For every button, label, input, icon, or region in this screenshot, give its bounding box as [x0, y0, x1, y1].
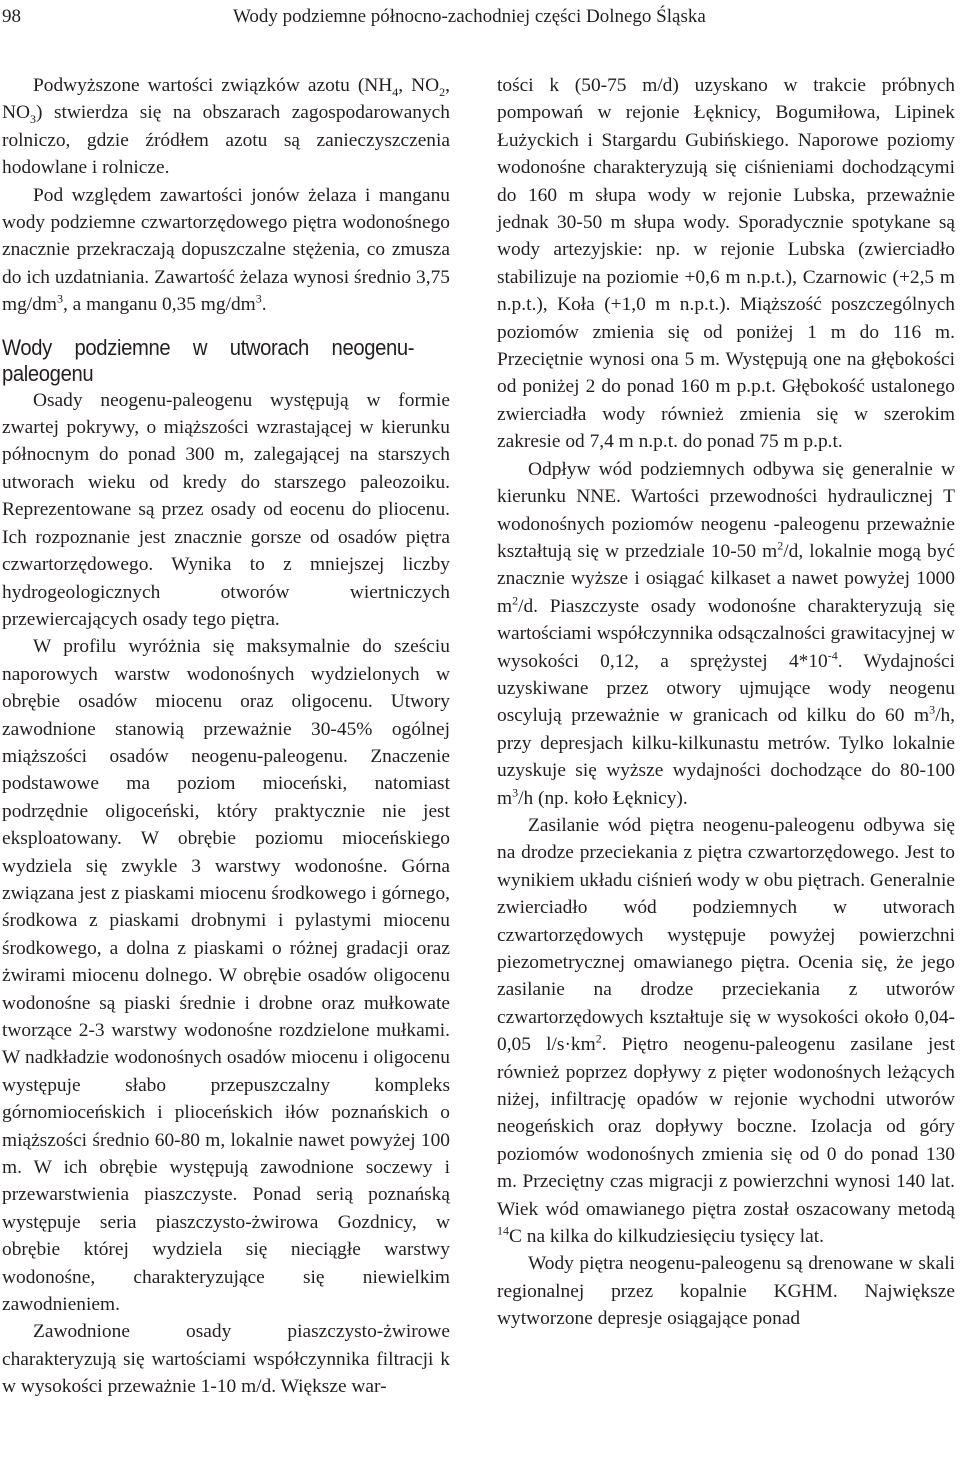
running-title: Wody podziemne północno-zachodniej części Dolnego Śląska	[233, 6, 706, 27]
paragraph-continued: tości k (50-75 m/d) uzyskano w trakcie próbnych pompowań w rejonie Łęknicy, Bogumiłowa, Lipinek Łużyckich i Stargardu Gubińskiego. Naporowe poziomy wodonośne charakteryzują się ciśnieniami dochodzącymi do 160 m słupa wody w rejonie Lubska, przeważnie jednak 30-50 m słupa wody. Sporadycznie spotykane są wody artezyjskie: np. w rejonie Lubska (zwierciadło stabilizuje na poziomie +0,6 m n.p.t.), Czarnowic (+2,5 m n.p.t.), Koła (+1,0 m n.p.t.). Miąższość poszczególnych poziomów zmienia się od poniżej 1 m do 116 m. Przeciętnie wynosi ona 5 m. Występują one na głębokości od poniżej 2 do ponad 160 m p.p.t. Głębokość ustalonego zwierciadła wody również zmienia się w szerokim zakresie od 7,4 m n.p.t. do ponad 75 m p.p.t.	[497, 75, 955, 453]
section-heading: Wody podziemne w utworach neogenu-paleogenu	[2, 334, 415, 386]
paragraph-outflow: Odpływ wód podziemnych odbywa się generalnie w kierunku NNE. Wartości przewodności hydraulicznej T wodonośnych poziomów neogenu -paleogenu przeważnie kształtują się w przedziale 10-50 $m^2/d$, lokalnie mogą być znacznie wyższe i osiągać kilkaset a nawet powyżej 1000 $m^2/d$. Piaszczyste osady wodonośne charakteryzują się wartościami współczynnika odsączalności grawitacyjnej w wysokości 0,12, a sprężystej $4*10^{-4}$. Wydajności uzyskiwane przez otwory ujmujące wody neogenu oscylują przeważnie w granicach od kilku do 60 $m^3/h$, przy depresjach kilku-kilkunastu metrów. Tylko lokalnie uzyskuje się wyższe wydajności dochodzące do 80-100 $m^3/h$ (np. koło Łęknicy).	[497, 458, 956, 809]
right-column	[497, 72, 955, 1333]
paragraph-nitrogen: Podwyższone wartości związków azotu ($NH_4$, $NO_2$, $NO_3$) stwierdza się na obszarach zagospodarowanych rolniczo, gdzie źródłem azotu są zanieczyszczenia hodowlane i rolnicze.	[2, 75, 450, 179]
paragraph-profile: W profilu wyróżnia się maksymalnie do sześciu naporowych warstw wodonośnych wydzielonych w obrębie osadów miocenu oraz oligocenu. Utwory zawodnione stanowią przeważnie 30-45% ogólnej miąższości osadów neogenu-paleogenu. Znaczenie podstawowe ma poziom mioceński, natomiast podrzędnie oligoceński, który praktycznie nie jest eksploatowany. W obrębie poziomu mioceńskiego wydziela się zwykle 3 warstwy wodonośne. Górna związana jest z piaskami miocenu środkowego i górnego, środkowa z piaskami drobnymi i pylastymi miocenu środkowego, a dolna z piaskami o różnej gradacji oraz żwirami miocenu dolnego. W obrębie osadów oligocenu wodonośne są piaski średnie i drobne oraz mułkowate tworzące 2-3 warstwy wodonośne rozdzielone mułkami. W nadkładzie wodonośnych osadów miocenu i oligocenu występuje słabo przepuszczalny kompleks górnomioceńskich i plioceńskich iłów poznańskich o miąższości średnio 60-80 m, lokalnie nawet powyżej 100 m. W ich obrębie występują zawodnione soczewy i przewarstwienia piaszczyste. Ponad serią poznańską występuje seria piaszczysto-żwirowa Gozdnicy, w obrębie której wydziela się nieciągłe warstwy wodonośne, charakteryzujące się niewielkim zawodnieniem.	[2, 636, 450, 1316]
paragraph-neogene-deposits: Osady neogenu-paleogenu występują w formie zwartej pokrywy, o miąższości wzrastającej w kierunku północnym do ponad 300 m, zalegającej na starszych utworach wieku od kredy do starszego paleozoiku. Reprezentowane są przez osady od eocenu do pliocenu. Ich rozpoznanie jest znacznie gorsze od osadów piętra czwartorzędowego. Wynika to z mniejszej liczby hydrogeologicznych otworów wiertniczych przewiercających osady tego piętra.	[2, 389, 450, 630]
paragraph-drainage: Wody piętra neogenu-paleogenu są drenowane w skali regionalnej przez kopalnie KGHM. Największe wytworzone depresje osiągające ponad	[497, 1253, 955, 1330]
paragraph-recharge: Zasilanie wód piętra neogenu-paleogenu odbywa się na drodze przeciekania z piętra czwartorzędowego. Jest to wynikiem układu ciśnień wody w obu piętrach. Generalnie zwierciadło wód podziemnych w utworach czwartorzędowych występuje powyżej powierzchni piezometrycznej omawianego piętra. Ocenia się, że jego zasilanie na drodze przeciekania z utworów czwartorzędowych kształtuje się w wysokości około 0,04-0,05 $l/s\cdot km^2$. Piętro neogenu-paleogenu zasilane jest również poprzez dopływy z pięter wodonośnych leżących niżej, infiltrację opadów w rejonie wychodni utworów neogeńskich oraz dopływy boczne. Izolacja od góry poziomów wodonośnych zmienia się od 0 do ponad 130 m. Przeciętny czas migracji z powierzchni wynosi 140 lat. Wiek wód omawianego piętra został oszacowany metodą $^{14}$C na kilka do kilkudziesięciu tysięcy lat.	[497, 814, 955, 1248]
paragraph-iron-manganese: Pod względem zawartości jonów żelaza i manganu wody podziemne czwartorzędowego piętra wodonośnego znacznie przekraczają dopuszczalne stężenia, co zmusza do ich uzdatniania. Zawartość żelaza wynosi średnio 3,75 $mg/dm^3$, a manganu 0,35 $mg/dm^3$.	[2, 184, 450, 316]
left-column	[2, 72, 450, 1401]
page-header	[0, 2, 960, 32]
paragraph-filtration: Zawodnione osady piaszczysto-żwirowe charakteryzują się wartościami współczynnika filtracji k w wysokości przeważnie 1-10 m/d. Większe war-	[2, 1321, 450, 1398]
page-number: 98	[2, 6, 21, 27]
